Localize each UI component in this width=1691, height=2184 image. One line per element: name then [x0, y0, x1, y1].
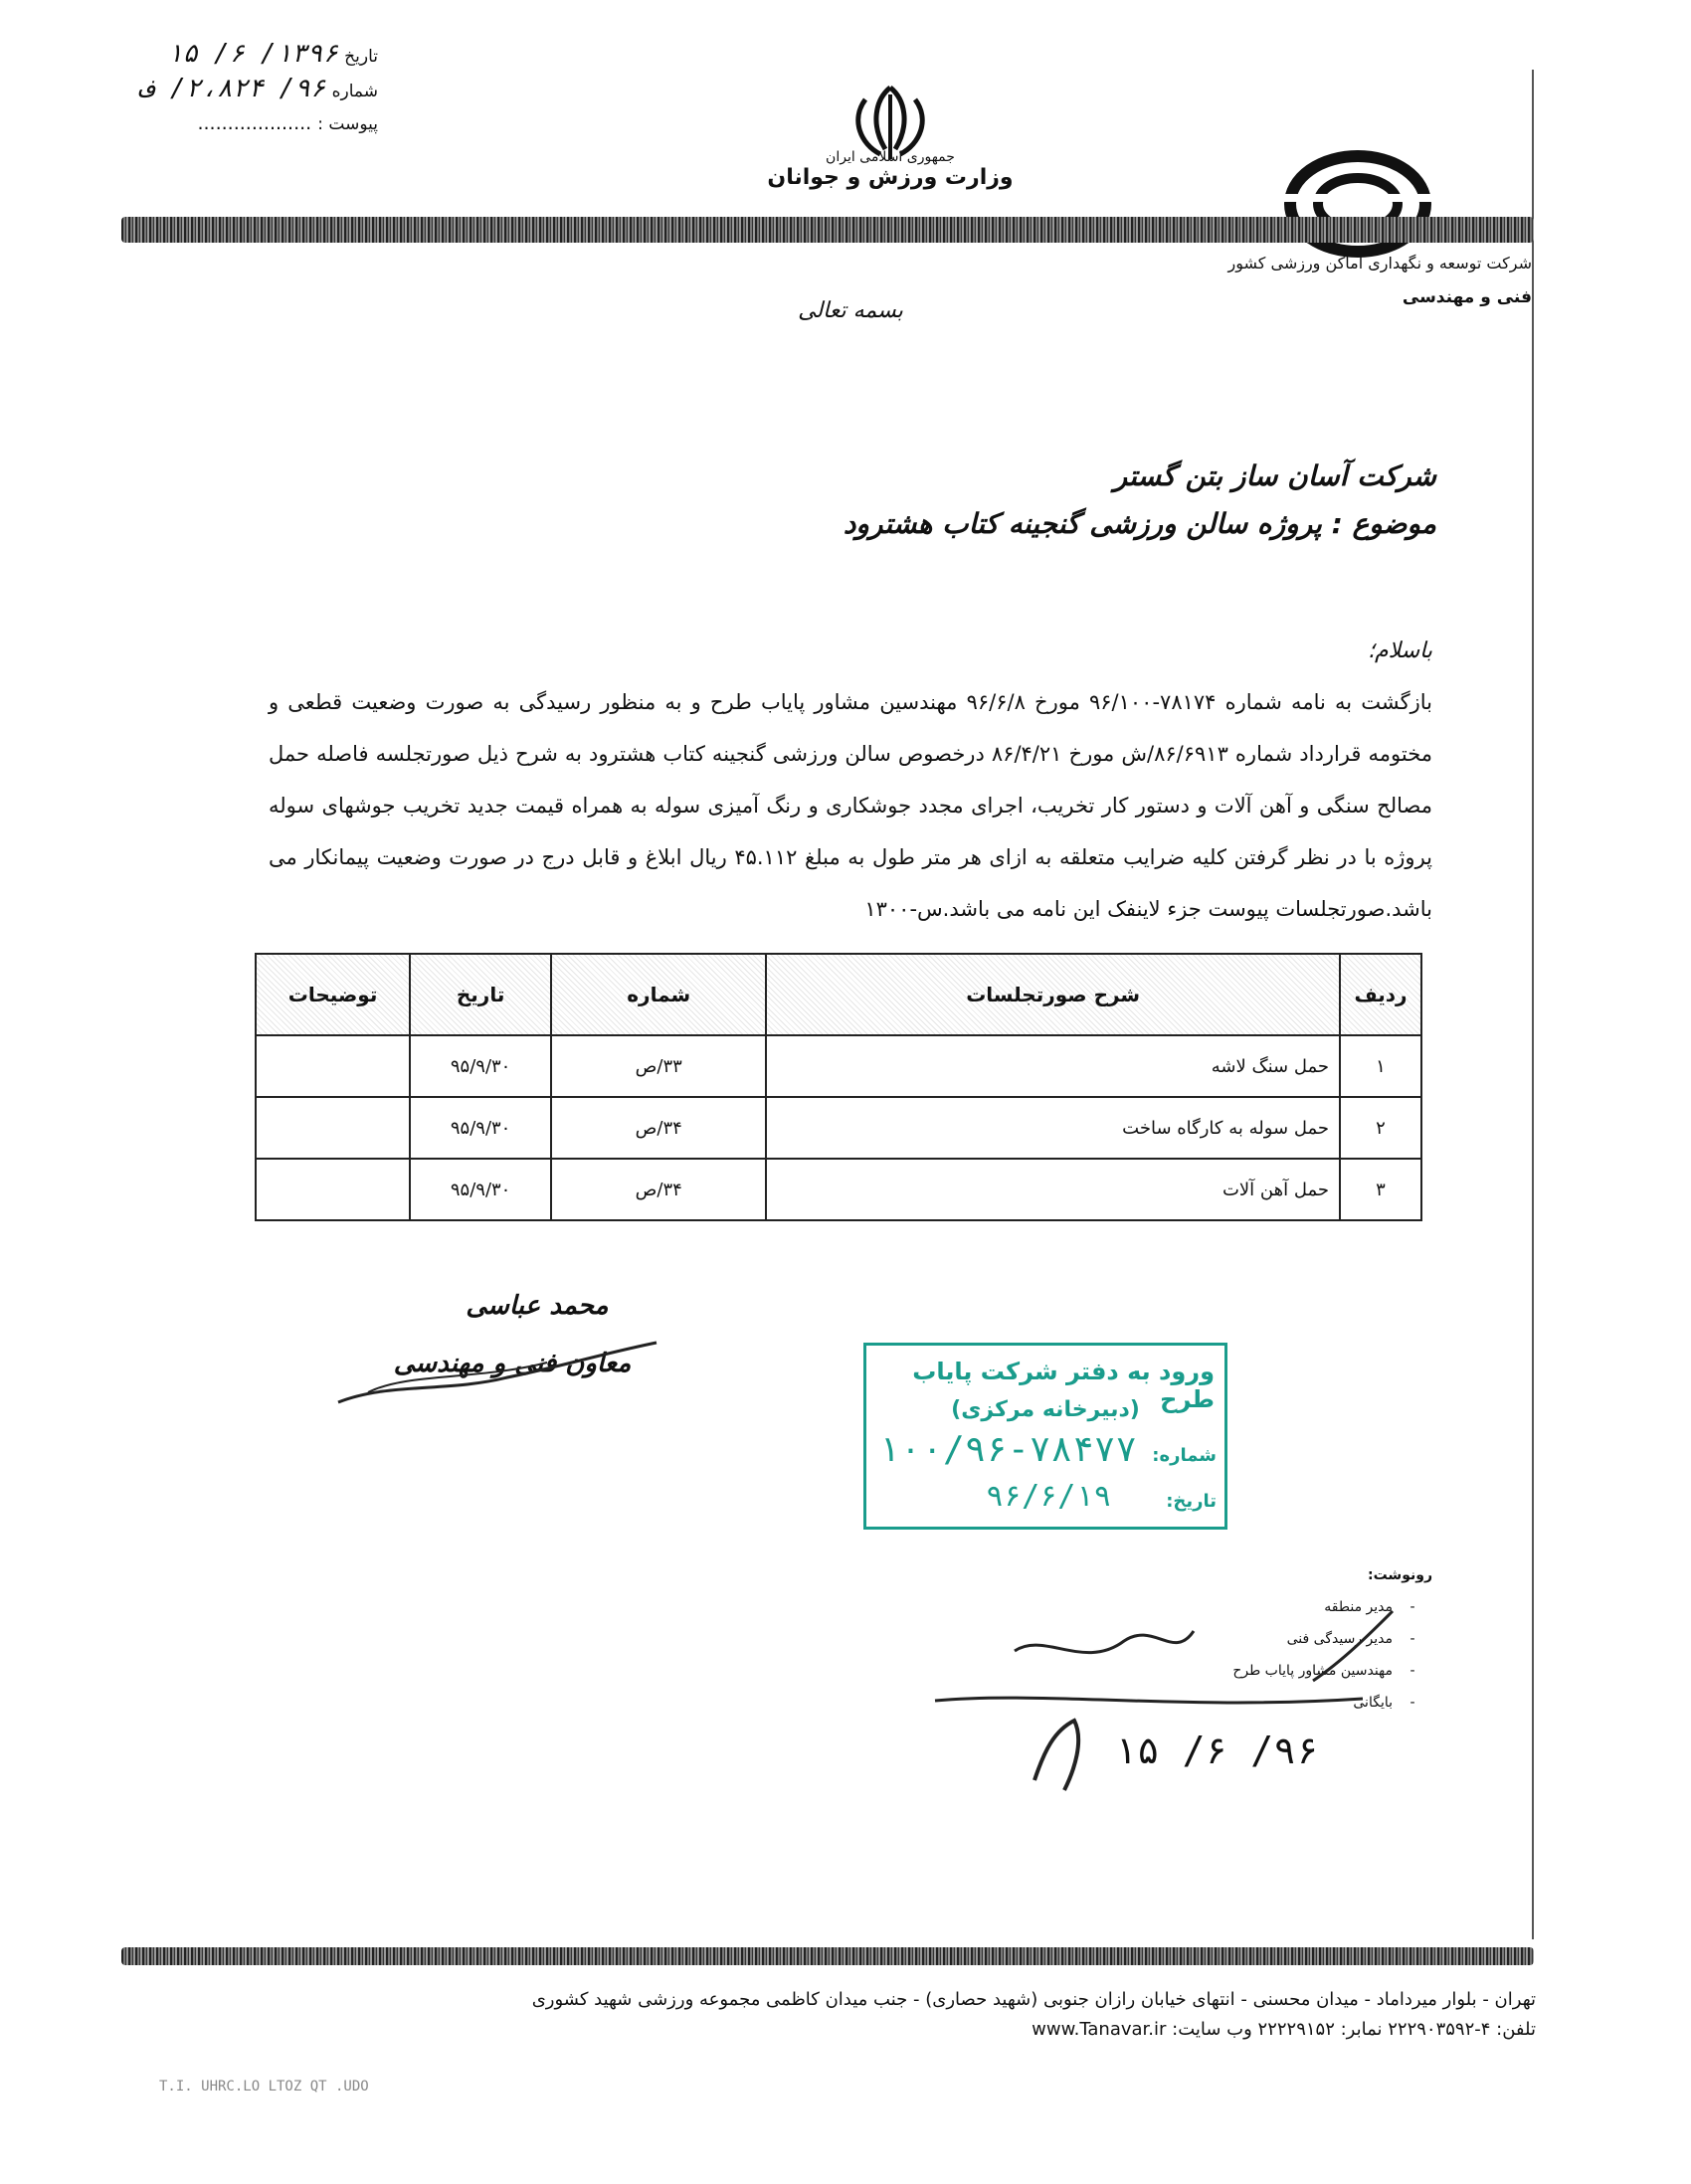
attachment-value: ...................: [197, 112, 312, 134]
number-value: ۹۶/ ۲،۸۲۴/ ف: [138, 74, 326, 103]
stamp-subtitle: (دبیرخانه مرکزی): [951, 1397, 1140, 1422]
table-row: [256, 1159, 1421, 1220]
cell-notes: [256, 1159, 410, 1220]
receipt-stamp: [863, 1343, 1227, 1530]
header-date: تاریخ: [410, 954, 551, 1035]
cell-description: حمل سوله به کارگاه ساخت: [766, 1097, 1340, 1159]
cell-date: ۹۵/۹/۳۰: [410, 1159, 551, 1220]
cc-item: -بایگانی: [1353, 1695, 1415, 1711]
header-band: [121, 217, 1534, 243]
cell-number: ۳۴/ص: [551, 1159, 766, 1220]
date-label: تاریخ: [344, 47, 378, 67]
header-description: شرح صورتجلسات: [766, 954, 1340, 1035]
invocation: بسمه تعالی: [798, 298, 903, 323]
cell-row-number: ۲: [1340, 1097, 1421, 1159]
footer-contact: [143, 2019, 1536, 2040]
company-department: فنی و مهندسی: [1402, 287, 1532, 307]
header-row-number: ردیف: [1340, 954, 1421, 1035]
table-row: [256, 1097, 1421, 1159]
cell-notes: [256, 1097, 410, 1159]
company-name: شرکت توسعه و نگهداری اماکن ورزشی کشور: [1227, 254, 1532, 273]
handwritten-date: ۹۶/ ۶/ ۱۵: [1114, 1729, 1319, 1772]
cell-date: ۹۵/۹/۳۰: [410, 1035, 551, 1097]
cell-number: ۳۳/ص: [551, 1035, 766, 1097]
cell-description: حمل آهن آلات: [766, 1159, 1340, 1220]
letter-meta: [80, 38, 378, 140]
table-row: [256, 1035, 1421, 1097]
ministry-line1: جمهوری اسلامی ایران: [826, 149, 955, 165]
letter-body: بازگشت به نامه شماره ۷۸۱۷۴-۹۶/۱۰۰ مورخ ۹۶/۶/۸ مهندسین مشاور پایاب طرح و به منظور رسیدگی به صورت وضعیت قطعی و مختومه قرارداد شماره ۸۶/۶۹۱۳/ش مورخ ۸۶/۴/۲۱ درخصوص سالن ورزشی گنجینه کتاب هشترود به شرح ذیل صورتجلسه فاصله حمل مصالح سنگی و آهن آلات و دستور کار تخریب، اجرای مجدد جوشکاری و رنگ آمیزی سوله به همراه قیمت جدید تخریب جوشهای سوله پروژه با در نظر گرفتن کلیه ضرایب متعلقه به ازای هر متر طول به مبلغ ۴۵.۱۱۲ ریال ابلاغ و قابل درج در صورت وضعیت پیمانکار می باشد.صورتجلسات پیوست جزء لاینفک این نامه می باشد.س-۱۳۰۰: [269, 690, 1433, 921]
cc-item: -مدیر منطقه: [1324, 1599, 1415, 1615]
cc-item: -مدیر رسیدگی فنی: [1286, 1631, 1415, 1647]
stamp-number-label: شماره:: [1152, 1445, 1217, 1466]
stamp-number-value: ۱۰۰/۹۶-۷۸۴۷۷: [878, 1429, 1138, 1470]
cell-row-number: ۳: [1340, 1159, 1421, 1220]
number-label: شماره: [331, 82, 378, 101]
minutes-table: [255, 953, 1422, 1221]
cc-item: -مهندسین مشاور پایاب طرح: [1232, 1663, 1415, 1679]
fax-edge-line: [1532, 70, 1534, 1939]
greeting: باسلام؛: [1367, 638, 1432, 663]
company-block: [1174, 247, 1532, 314]
signatory-title: معاون فنی و مهندسی: [393, 1349, 632, 1378]
fax-header-line: T.I. UHRC.LO LTOZ QT .UDO: [159, 2079, 369, 2094]
cell-number: ۳۴/ص: [551, 1097, 766, 1159]
cell-description: حمل سنگ لاشه: [766, 1035, 1340, 1097]
footer-website[interactable]: www.Tanavar.ir: [1032, 2019, 1167, 2040]
subject: موضوع : پروژه سالن ورزشی گنجینه کتاب هشترود: [843, 507, 1436, 540]
date-row: [80, 38, 378, 73]
footer-phone: تلفن: ۴-۲۲۲۹۰۳۵۹۲ نمابر: ۲۲۲۲۹۱۵۲ وب سایت:: [1172, 2019, 1536, 2040]
attachment-label: پیوست :: [317, 114, 378, 134]
stamp-date-value: ۹۶/۶/۱۹: [986, 1479, 1112, 1514]
cell-notes: [256, 1035, 410, 1097]
footer-band: [121, 1947, 1534, 1965]
stamp-title: ورود به دفتر شرکت پایاب طرح: [912, 1358, 1215, 1413]
ministry-block: [766, 149, 1015, 190]
attachment-row: [80, 107, 378, 140]
signatory-name: محمد عباسی: [466, 1291, 609, 1321]
recipient: شرکت آسان ساز بتن گستر: [1113, 459, 1436, 492]
cell-row-number: ۱: [1340, 1035, 1421, 1097]
number-row: [80, 73, 378, 107]
header-number: شماره: [551, 954, 766, 1035]
header-notes: توضیحات: [256, 954, 410, 1035]
footer-address: تهران - بلوار میرداماد - میدان محسنی - انتهای خیابان رازان جنوبی (شهید حصاری) - جنب میدان کاظمی مجموعه ورزشی شهید کشوری: [531, 1989, 1536, 2010]
ministry-line2: وزارت ورزش و جوانان: [767, 165, 1014, 190]
handwritten-annotation-icon: [925, 1591, 1403, 1810]
cell-date: ۹۵/۹/۳۰: [410, 1097, 551, 1159]
table-header-row: [256, 954, 1421, 1035]
cc-title: رونوشت:: [1368, 1567, 1432, 1583]
stamp-date-label: تاریخ:: [1166, 1491, 1217, 1512]
signature-scribble-icon: [328, 1323, 666, 1412]
date-value: ۱۳۹۶/ ۶/ ۱۵: [166, 39, 339, 69]
